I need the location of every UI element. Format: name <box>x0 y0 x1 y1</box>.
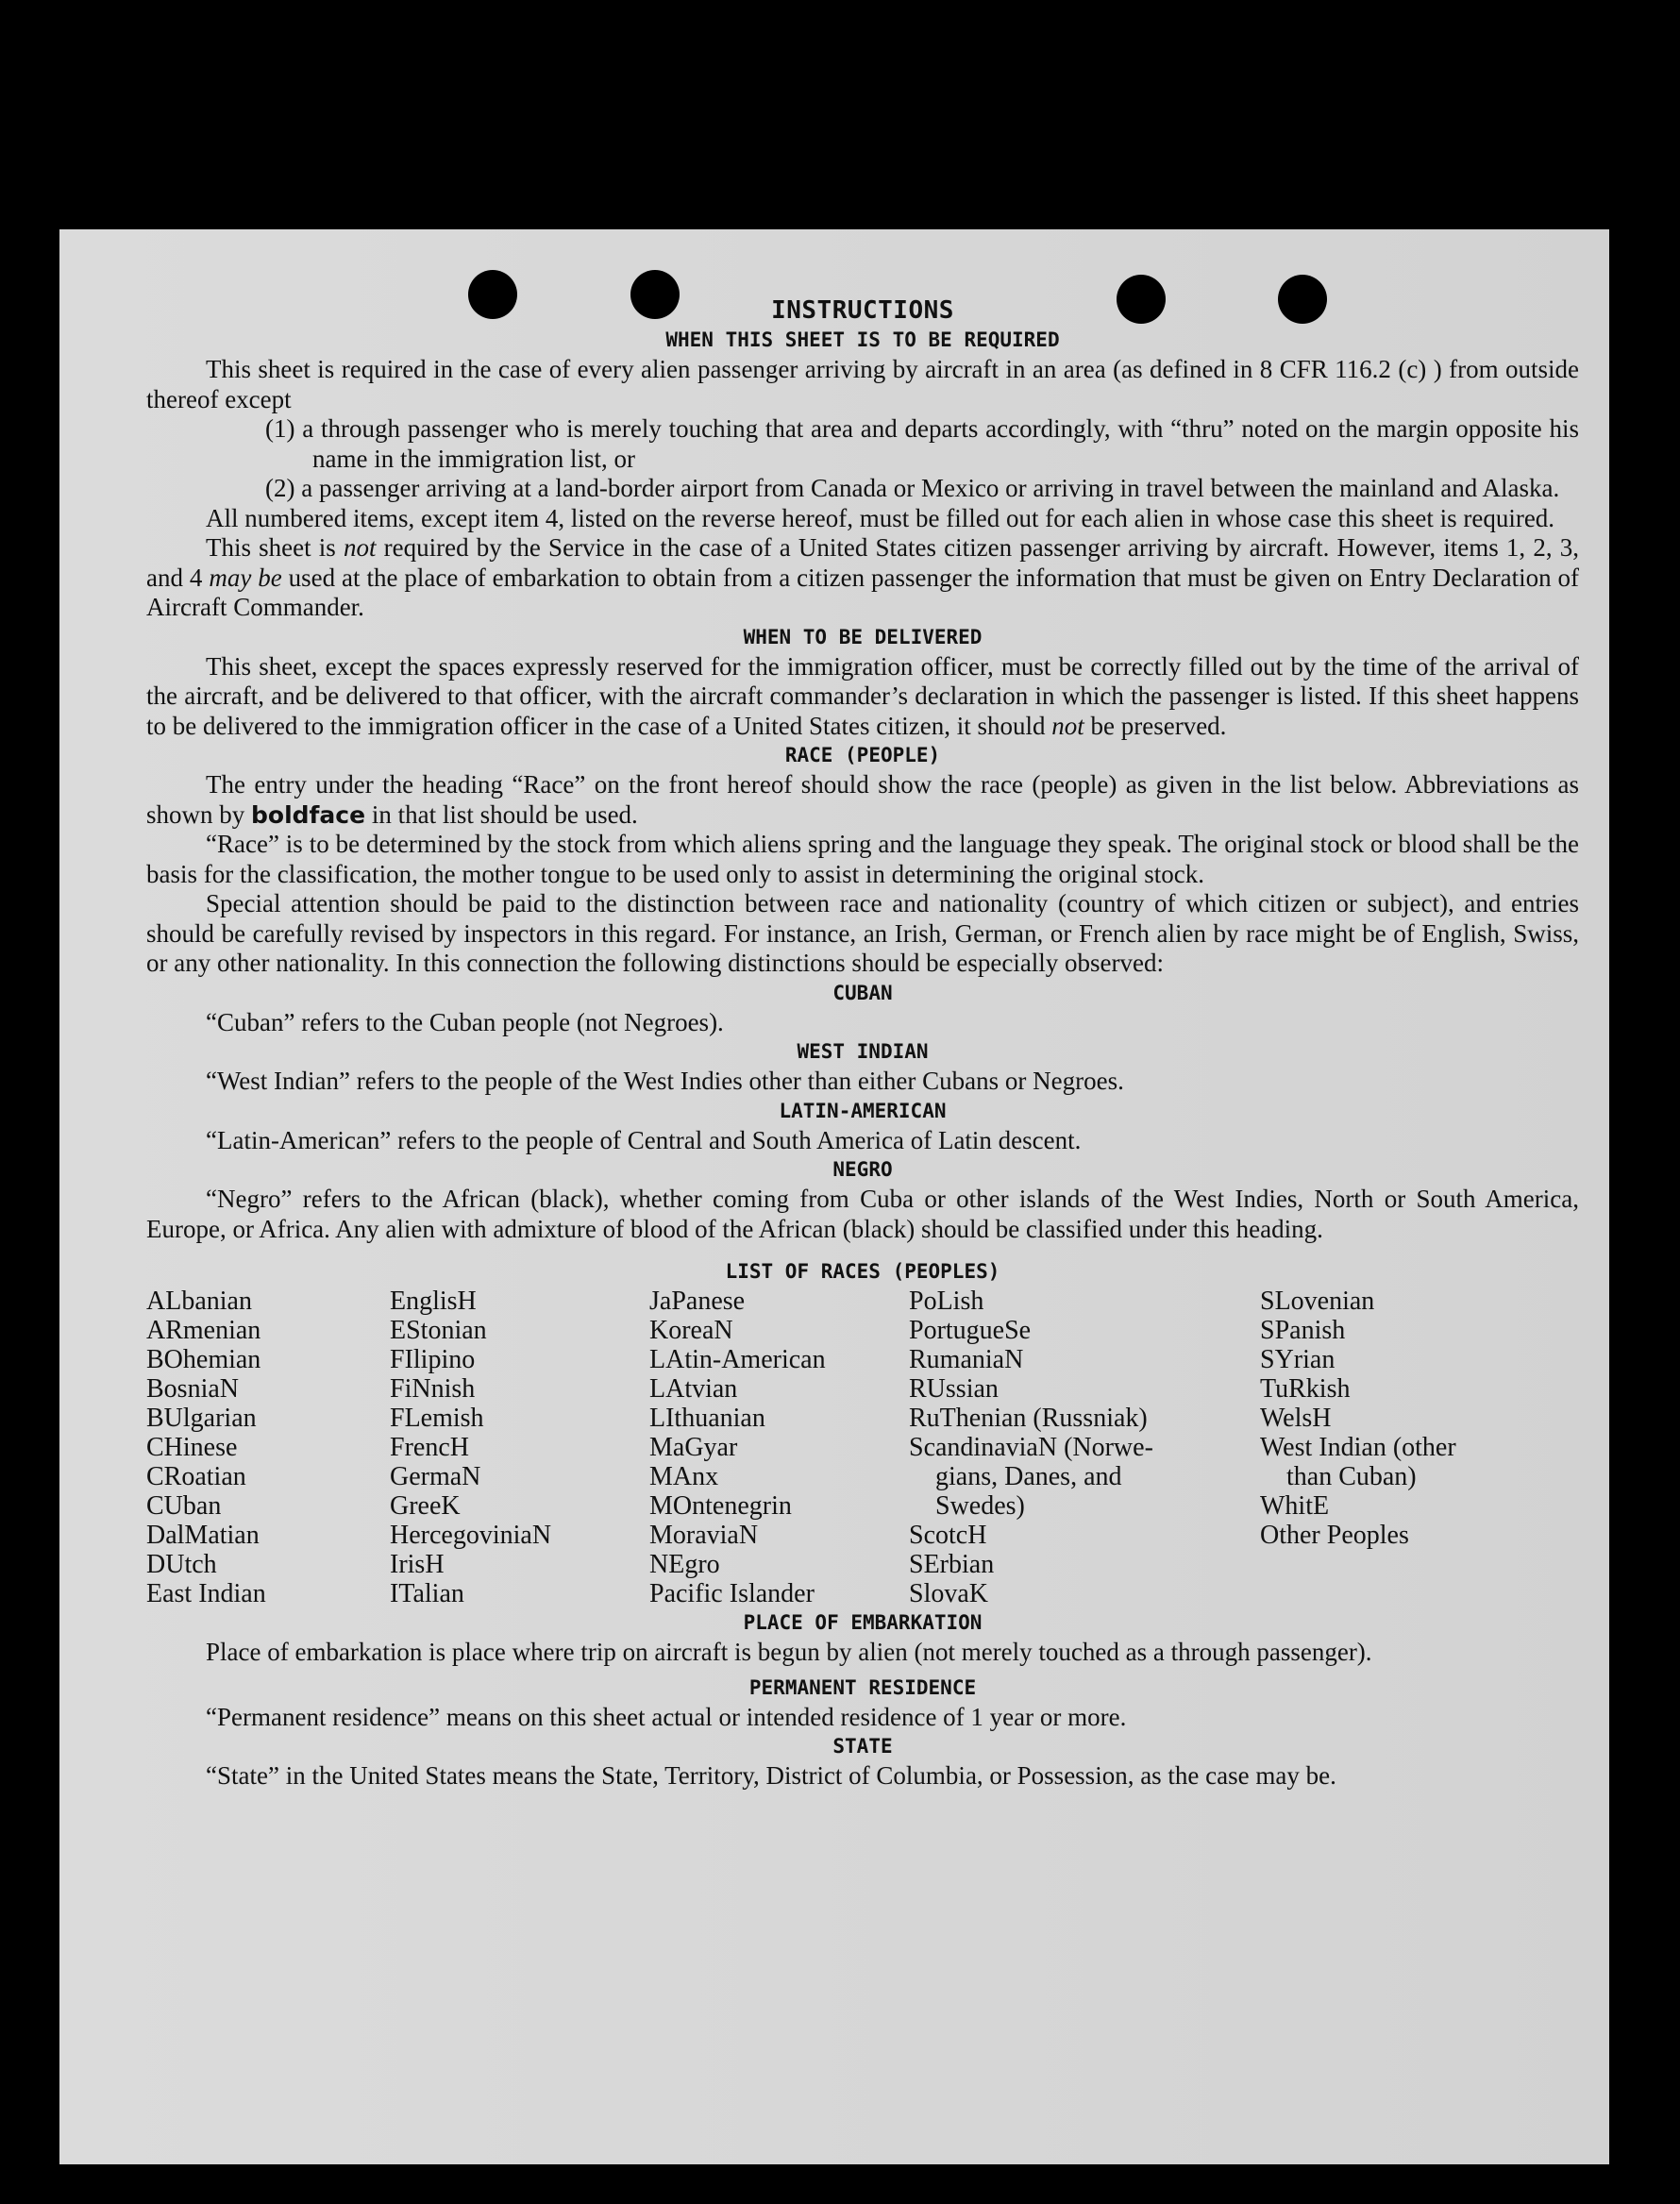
race-entry: LIthuanian <box>649 1404 765 1433</box>
race-column <box>649 1287 909 1608</box>
race-entry: WhitE <box>1260 1491 1330 1521</box>
section-heading: WEST INDIAN <box>797 1040 929 1063</box>
section-heading: STATE <box>832 1735 893 1758</box>
race-entry: GermaN <box>390 1462 481 1491</box>
race-entry: West Indian (other <box>1260 1433 1456 1462</box>
race-entry: SErbian <box>909 1550 995 1579</box>
text-run: This sheet is <box>206 533 344 562</box>
race-entry: FIlipino <box>390 1345 476 1374</box>
section-heading: WHEN TO BE DELIVERED <box>743 625 983 648</box>
race-entry: SPanish <box>1260 1316 1346 1345</box>
race-entry: EStonian <box>390 1316 487 1345</box>
italic-text: not <box>343 533 377 562</box>
instructions-body <box>146 295 1579 1792</box>
section-heading: LIST OF RACES (PEOPLES) <box>725 1260 1000 1283</box>
text-run: in that list should be used. <box>365 799 638 829</box>
race-entry: RuThenian (Russniak) <box>909 1404 1148 1433</box>
race-entry: BUlgarian <box>146 1404 257 1433</box>
bold-text: boldface <box>251 800 366 829</box>
race-entry: EnglisH <box>390 1287 477 1316</box>
race-column <box>390 1287 649 1608</box>
text-run: This sheet, except the spaces expressly reserved for the immigration officer, must be correctly filled out by the time of the arrival of the aircraft, and be delivered to that officer, with the aircraft commander’s declaration in which the passenger is listed. If this sheet happens to be delivered to the immigration officer in the case of a United States citizen, it should <box>146 651 1579 740</box>
paragraph <box>146 533 1579 623</box>
section-heading: NEGRO <box>832 1158 893 1181</box>
race-entry: WelsH <box>1260 1404 1332 1433</box>
race-entry: LAtvian <box>649 1374 738 1404</box>
paragraph: “Negro” refers to the African (black), whether coming from Cuba or other islands of the West Indies, North or South America, Europe, or Africa. Any alien with admixture of blood of the African (black) should be classified under this heading. <box>146 1185 1579 1243</box>
race-entry: ALbanian <box>146 1287 252 1316</box>
italic-text: not <box>1051 711 1084 740</box>
race-entry: ScotcH <box>909 1521 987 1550</box>
race-entry: HercegoviniaN <box>390 1521 552 1550</box>
paragraph: “West Indian” refers to the people of the West Indies other than either Cubans or Negroes. <box>206 1067 1124 1095</box>
race-entry: SYrian <box>1260 1345 1336 1374</box>
text-run: The entry under the heading “Race” on the front hereof should show the race (people) as given in the list below. Abbreviations as shown by <box>146 770 1579 829</box>
race-entry: Pacific Islander <box>649 1579 815 1608</box>
race-entry: ScandinaviaN (Norwe- <box>909 1433 1153 1462</box>
race-entry: SlovaK <box>909 1579 988 1608</box>
text-run: be preserved. <box>1084 711 1227 740</box>
section-heading: CUBAN <box>832 981 893 1004</box>
race-entry: LAtin-American <box>649 1345 826 1374</box>
paragraph: “Permanent residence” means on this sheet actual or intended residence of 1 year or more. <box>206 1702 1127 1731</box>
race-entry: FrencH <box>390 1433 469 1462</box>
race-entry: IrisH <box>390 1550 445 1579</box>
race-entry: KoreaN <box>649 1316 733 1345</box>
race-entry: BosniaN <box>146 1374 239 1404</box>
race-entry: MaGyar <box>649 1433 738 1462</box>
race-entry: MAnx <box>649 1462 719 1491</box>
race-entry: ARmenian <box>146 1316 261 1345</box>
race-entry: FiNnish <box>390 1374 476 1404</box>
paragraph: All numbered items, except item 4, listed on the reverse hereof, must be filled out for each alien in whose case this sheet is required. <box>206 503 1555 532</box>
race-column <box>1260 1287 1543 1608</box>
paragraph: Special attention should be paid to the distinction between race and nationality (country of which citizen or subject), and entries should be carefully revised by inspectors in this regard. For instance, an Irish, German, or French alien by race might be of English, Swiss, or any other nationality. In this connection the following distinctions should be especially observed: <box>146 889 1579 977</box>
race-entry: RUssian <box>909 1374 999 1404</box>
section-heading: LATIN-AMERICAN <box>779 1099 947 1122</box>
section-heading: PLACE OF EMBARKATION <box>743 1611 983 1634</box>
race-entry: MOntenegrin <box>649 1491 792 1521</box>
race-entry: GreeK <box>390 1491 461 1521</box>
race-column <box>146 1287 390 1608</box>
paragraph: This sheet is required in the case of every alien passenger arriving by aircraft in an area (as defined in 8 CFR 116.2 (c) ) from outside thereof except <box>146 355 1579 413</box>
section-heading: WHEN THIS SHEET IS TO BE REQUIRED <box>665 328 1060 351</box>
paragraph: “Cuban” refers to the Cuban people (not Negroes). <box>206 1007 724 1036</box>
race-entry: MoraviaN <box>649 1521 759 1550</box>
race-column <box>909 1287 1260 1608</box>
text-run: used at the place of embarkation to obtain from a citizen passenger the information that must be given on Entry Declaration of Aircraft Commander. <box>146 563 1579 621</box>
paragraph: “State” in the United States means the State, Territory, District of Columbia, or Possession, as the case may be. <box>206 1761 1336 1790</box>
paragraph <box>146 770 1579 830</box>
document-sheet <box>59 229 1609 2164</box>
race-entry: SLovenian <box>1260 1287 1375 1316</box>
text-run: required by the Service in the case of a United States citizen passenger arriving by aircraft. However, items 1, 2, 3, and 4 <box>146 533 1579 592</box>
race-entry: BOhemian <box>146 1345 261 1374</box>
list-item: (1) a through passenger who is merely touching that area and departs accordingly, with “thru” noted on the margin opposite his name in the immigration list, or <box>265 414 1579 473</box>
paragraph: “Latin-American” refers to the people of Central and South America of Latin descent. <box>206 1125 1082 1154</box>
section-heading: PERMANENT RESIDENCE <box>748 1675 977 1699</box>
race-entry: CUban <box>146 1491 222 1521</box>
section-heading: RACE (PEOPLE) <box>784 744 941 766</box>
race-entry-continuation: Swedes) <box>935 1491 1025 1521</box>
italic-text: may be <box>209 563 282 592</box>
race-entry: CRoatian <box>146 1462 246 1491</box>
race-entry: East Indian <box>146 1579 266 1608</box>
race-entry: DalMatian <box>146 1521 260 1550</box>
list-item: (2) a passenger arriving at a land-border airport from Canada or Mexico or arriving in travel between the mainland and Alaska. <box>265 474 1560 502</box>
race-entry: NEgro <box>649 1550 720 1579</box>
paragraph: “Race” is to be determined by the stock from which aliens spring and the language they speak. The original stock or blood shall be the basis for the classification, the mother tongue to be used only to assist in determining the original stock. <box>146 830 1579 888</box>
race-entry: ITalian <box>390 1579 464 1608</box>
race-list <box>146 1287 1579 1608</box>
race-entry-continuation: gians, Danes, and <box>935 1462 1122 1491</box>
page-title: INSTRUCTIONS <box>771 296 954 325</box>
race-entry: PortugueSe <box>909 1316 1032 1345</box>
race-entry-continuation: than Cuban) <box>1286 1462 1417 1491</box>
paragraph: Place of embarkation is place where trip on aircraft is begun by alien (not merely touched as a through passenger). <box>206 1638 1372 1666</box>
race-entry: DUtch <box>146 1550 217 1579</box>
race-entry: CHinese <box>146 1433 238 1462</box>
race-entry: TuRkish <box>1260 1374 1351 1404</box>
race-entry: PoLish <box>909 1287 984 1316</box>
race-entry: Other Peoples <box>1260 1521 1409 1550</box>
paragraph <box>146 652 1579 742</box>
race-entry: RumaniaN <box>909 1345 1024 1374</box>
race-entry: JaPanese <box>649 1287 746 1316</box>
race-entry: FLemish <box>390 1404 484 1433</box>
